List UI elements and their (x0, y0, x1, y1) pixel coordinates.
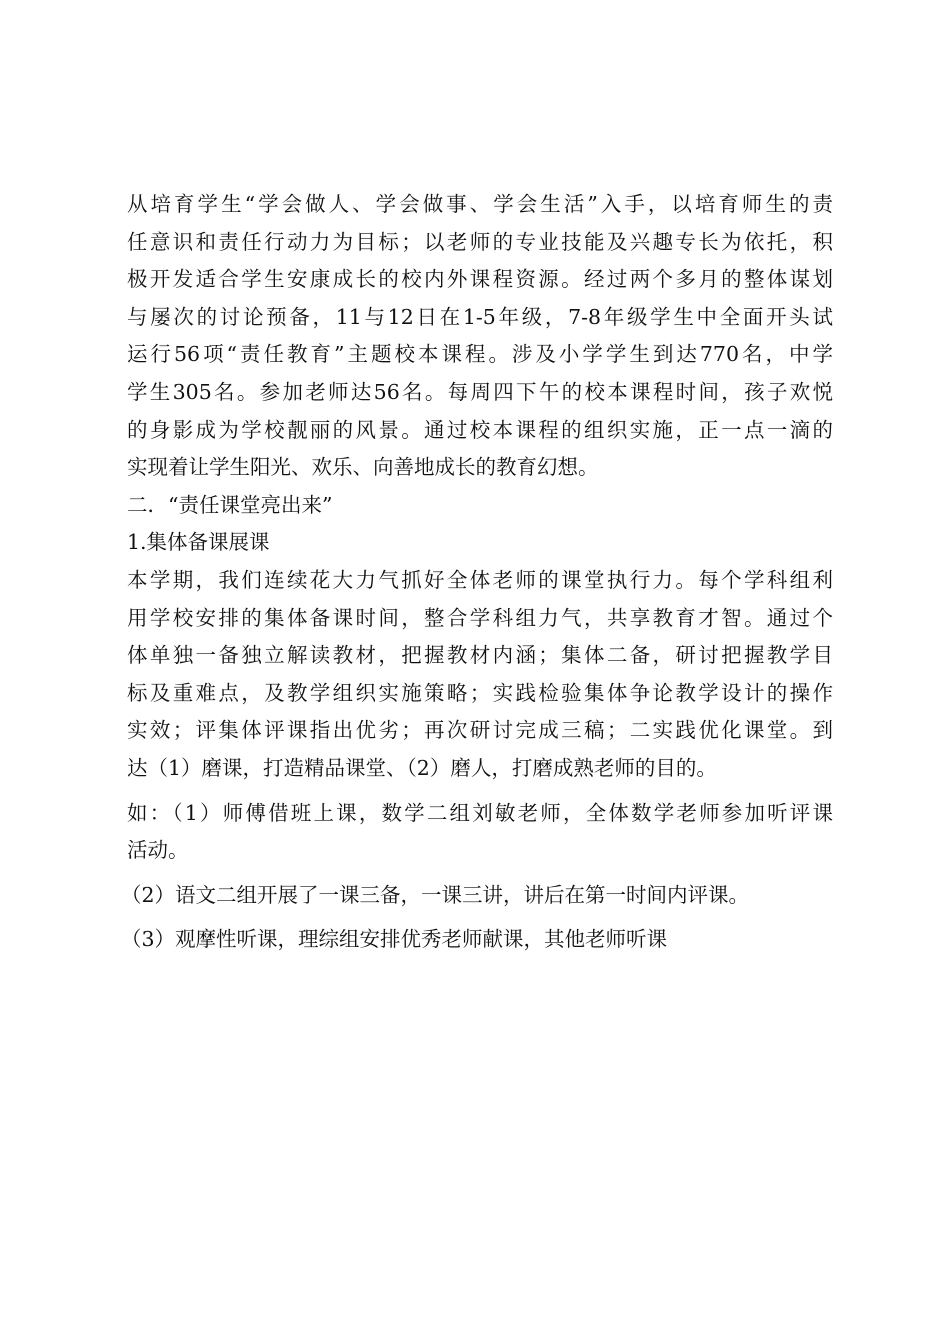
paragraph-line: 与屡次的讨论预备，11与12日在1-5年级，7-8年级学生中全面开头试 (127, 304, 833, 329)
paragraph-line: 用学校安排的集体备课时间，整合学科组力气，共享教育才智。通过个 (127, 605, 833, 630)
section-heading: 二．“责任课堂亮出来” (127, 492, 333, 517)
paragraph-line: 活动。 (127, 838, 189, 863)
paragraph-line: 如：（1）师傅借班上课，数学二组刘敏老师，全体数学老师参加听评课 (127, 800, 833, 825)
paragraph-line: 的身影成为学校靓丽的风景。通过校本课程的组织实施，正一点一滴的 (127, 417, 833, 442)
paragraph-line: 本学期，我们连续花大力气抓好全体老师的课堂执行力。每个学科组利 (127, 567, 833, 592)
paragraph-line: 学生305名。参加老师达56名。每周四下午的校本课程时间，孩子欢悦 (127, 379, 833, 404)
paragraph-line: 实效；评集体评课指出优劣；再次研讨完成三稿；二实践优化课堂。到 (127, 718, 833, 743)
paragraph-line: 从培育学生“学会做人、学会做事、学会生活”入手，以培育师生的责 (127, 192, 833, 216)
paragraph-line: 达（1）磨课，打造精品课堂、（2）磨人，打磨成熟老师的目的。 (127, 755, 717, 780)
paragraph-line: 实现着让学生阳光、欢乐、向善地成长的教育幻想。 (127, 455, 599, 480)
document-body (121, 186, 833, 959)
list-item: （2）语文二组开展了一课三备，一课三讲，讲后在第一时间内评课。 (121, 882, 750, 907)
paragraph-line: 极开发适合学生安康成长的校内外课程资源。经过两个多月的整体谋划 (127, 267, 833, 292)
list-item: （3）观摩性听课，理综组安排优秀老师献课，其他老师听课 (121, 927, 668, 952)
paragraph-line: 任意识和责任行动力为目标；以老师的专业技能及兴趣专长为依托，积 (127, 229, 833, 254)
paragraph-line: 运行56项“责任教育”主题校本课程。涉及小学学生到达770名，中学 (127, 342, 833, 367)
paragraph-line: 标及重难点，及教学组织实施策略；实践检验集体争论教学设计的操作 (127, 680, 833, 705)
paragraph-line: 体单独一备独立解读教材，把握教材内涵；集体二备，研讨把握教学目 (127, 643, 833, 668)
subsection-heading: 1.集体备课展课 (127, 530, 270, 555)
